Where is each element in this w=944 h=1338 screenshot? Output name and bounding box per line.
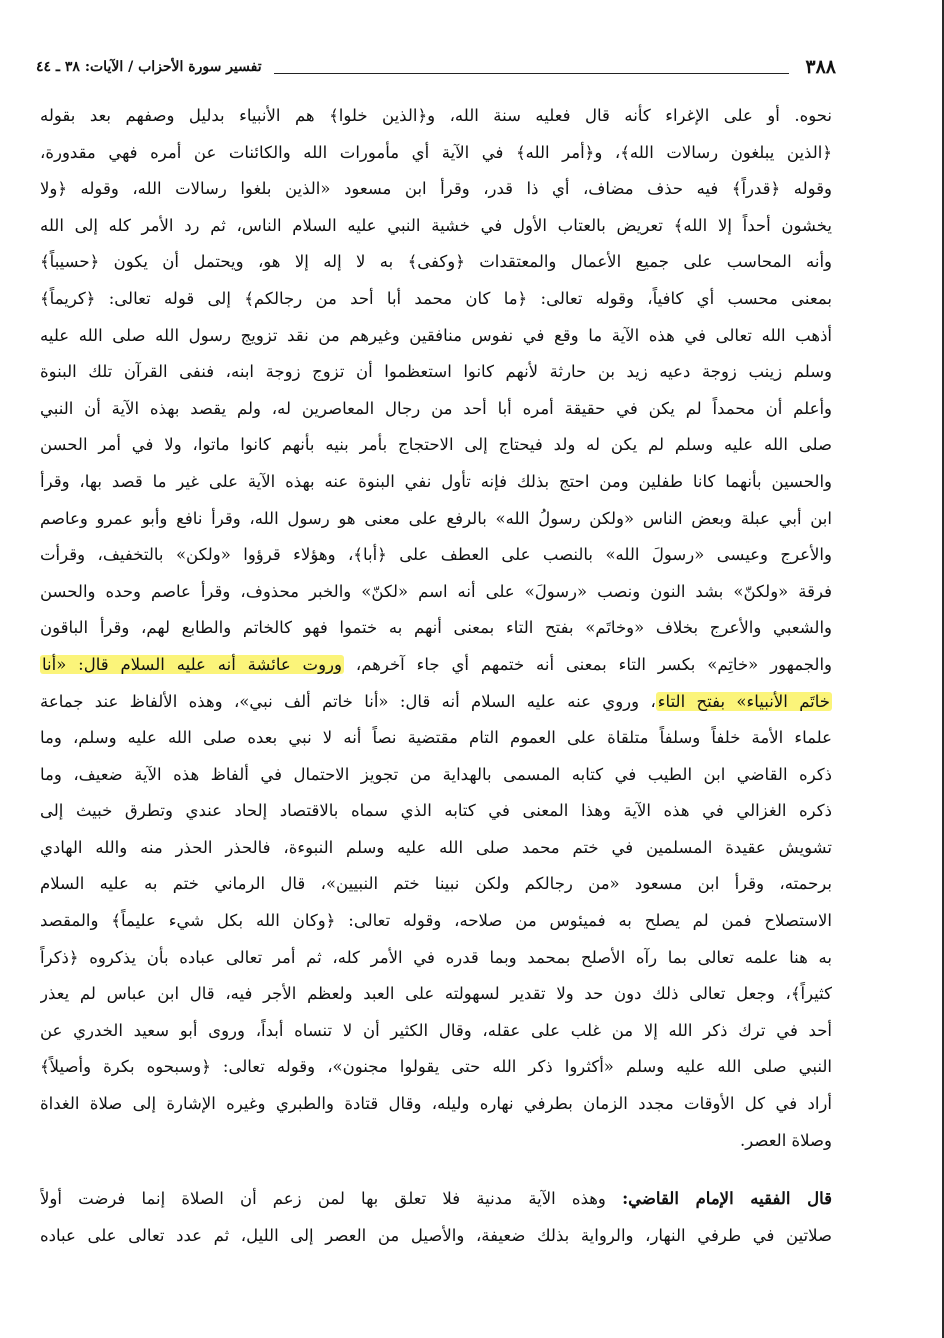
highlighted-text-line [40, 684, 832, 721]
text-line: علماء الأمة خلفاً وسلفاً متلقاة على العموم التام مقتضية نصاً أنه لا نبي بعده صلى الله عليه وسلم، وما [40, 728, 832, 748]
text-line: وسلم زينب زوجة دعيه زيد بن حارثة لأنهم كانوا استعظموا أن تزوج زوجة ابنه، فنفى القرآن تلك البنوة [40, 362, 832, 382]
text-line: ذكره القاضي ابن الطيب في كتابه المسمى بالهداية من تجويز الاحتمال في ألفاظ هذه الآية ضعيف، وما [40, 764, 832, 784]
highlighted-text: خاتَم الأنبياء» بفتح التاء [657, 691, 830, 711]
speaker-label: قال الفقيه الإمام القاضي: [622, 1189, 832, 1209]
highlighted-text-line [40, 647, 832, 684]
header-rule [274, 73, 790, 74]
text-line: الاستصلاح فمن لم يصلح به فميئوس من صلاحه، وقوله تعالى: ﴿وكان الله بكل شيء عليماً﴾ والمقصد [40, 911, 832, 931]
paragraph-gap [40, 1159, 832, 1181]
text-line: أحد في ترك ذكر الله إلا من غلب على عقله، وقال الكثير أن لا تنساه أبداً، وروى أبو سعيد الخدري عن [40, 1020, 832, 1040]
text-line: كثيراً﴾، وجعل تعالى ذلك دون حد ولا تقدير لسهولته على العبد ولعظم الأجر فيه، قال ابن عباس لم يعذر [40, 984, 832, 1004]
text-line [40, 1181, 832, 1218]
text-line: وأعلم أن محمداً لم يكن في حقيقة أمره أبا أحد من رجال المعاصرين له، ولم يقصد بهذه الآية أن النبي [40, 398, 832, 418]
text-line: فرقة «ولكنّ» بشد النون ونصب «رسولَ» على أنه اسم «لكنّ» والخبر محذوف، وقرأ عاصم وحده والحسن [40, 581, 832, 601]
text-segment: وهذه الآية مدنية فلا تعلق بها لمن زعم أن الصلاة إنما فرضت أولاً [40, 1189, 606, 1209]
text-line: وصلاة العصر. [740, 1130, 832, 1150]
text-line: يخشون أحداً إلا الله﴾ تعريض بالعتاب الأول في خشية النبي عليه السلام الناس، ثم رد الأمر كله إلى الله [40, 215, 832, 235]
text-line: بمعنى محسب أي كافياً، وقوله تعالى: ﴿ما كان محمد أبا أحد من رجالكم﴾ إلى قوله تعالى: ﴿كريماً﴾ [40, 288, 832, 308]
running-title: تفسير سورة الأحزاب / الآيات: ٣٨ ـ ٤٤ [36, 59, 262, 75]
text-line: صلى الله عليه وسلم لم يكن له ولد فيحتاج إلى الاحتجاج بأمر بنيه بأنهم كانوا ماتوا، ولا في أمر الحسن [40, 435, 832, 455]
text-line: برحمته، وقرأ ابن مسعود «من رجالكم ولكن نبينا ختم النبيين»، قال الرماني ختم به عليه السلام [40, 874, 832, 894]
text-line: ابن أبي عبلة وبعض الناس «ولكن رسولُ الله» بالرفع على معنى هو رسول الله، وقرأ نافع وأبو عمرو وعاصم [40, 508, 832, 528]
text-segment: ، وروي عنه عليه السلام أنه قال: «أنا خاتم ألف نبي»، وهذه الألفاظ عند جماعة [40, 691, 656, 711]
text-line: وأنه المحاسب على جميع الأعمال والمعتقدات ﴿وكفى﴾ به لا إله إلا هو، ويحتمل أن يكون ﴿حسيباً﴾ [40, 252, 832, 272]
paragraph-2 [40, 1181, 832, 1254]
text-line: صلاتين في طرفي النهار، والرواية بذلك ضعيفة، والأصيل من العصر إلى الليل، ثم عدد تعالى على عباده [40, 1225, 832, 1245]
page-body [40, 98, 832, 1254]
text-line: ذكره الغزالي في هذه الآية وهذا المعنى في كتابه الذي سماه بالاقتصاد إلحاد عندي وتطرق خبيث إلى [40, 801, 832, 821]
text-segment: والجمهور «خاتِم» بكسر التاء بمعنى أنه ختمهم أي جاء آخرهم، [355, 654, 832, 674]
text-line: أذهب الله تعالى في هذه الآية ما وقع في نفوس منافقين وغيرهم من نقد تزويج رسول الله صلى الله عليه [40, 325, 832, 345]
text-line: والحسين بأنهما كانا طفلين ومن احتج بذلك فإنه تأول نفي البنوة عنه بهذه الآية على غير ما قصد بها، وقرأ [40, 471, 832, 491]
highlighted-text: وروت عائشة أنه عليه السلام قال: «أنا [42, 654, 342, 674]
text-line: والأعرج وعيسى «رسولَ الله» بالنصب على العطف على ﴿أبا﴾، وهؤلاء قرؤوا «ولكن» بالتخفيف، وقرأت [40, 545, 832, 565]
text-line: أراد في كل الأوقات مجدد الزمان بطرفي نهاره وليله، وقال قتادة والطبري وغيره الإشارة إلى صلاة الغداة [40, 1094, 832, 1114]
text-line: تشويش عقيدة المسلمين في ختم محمد صلى الله عليه وسلم النبوءة، فالحذر الحذر منه والله الهادي [40, 837, 832, 857]
text-line: النبي صلى الله عليه وسلم «أكثروا ذكر الله حتى يقولوا مجنون»، وقوله تعالى: ﴿وسبحوه بكرة وأصيلاً﴾ [40, 1057, 832, 1077]
text-line: نحوه. أو على الإغراء كأنه قال فعليه سنة الله، و﴿الذين خلوا﴾ هم الأنبياء بدليل وصفهم بعد بقوله [40, 106, 832, 125]
text-line: وقوله ﴿قدراً﴾ فيه حذف مضاف، أي ذا قدر، وقرأ ابن مسعود «الذين بلغوا رسالات الله، وقوله ﴿ولا [40, 179, 832, 199]
page-number: ٣٨٨ [805, 56, 836, 78]
text-line: ﴿الذين يبلغون رسالات الله﴾، و﴿أمر الله﴾ في الآية أي مأمورات الله والكائنات عن أمره فهي مقدورة، [40, 142, 832, 162]
text-line: والشعبي والأعرج بخلاف «وخاتَم» بفتح التاء بمعنى أنهم به ختموا فهو كالخاتم والطابع لهم، وقرأ الباقون [40, 618, 832, 638]
text-line: به هنا علمه تعالى بما رآه الأصلح بمحمد وبما قدره في الأمر كله، ثم أمر تعالى عباده بأن يذكروه ﴿ذكراً [40, 947, 832, 967]
page-header [36, 52, 836, 82]
paragraph-1 [40, 98, 832, 1159]
